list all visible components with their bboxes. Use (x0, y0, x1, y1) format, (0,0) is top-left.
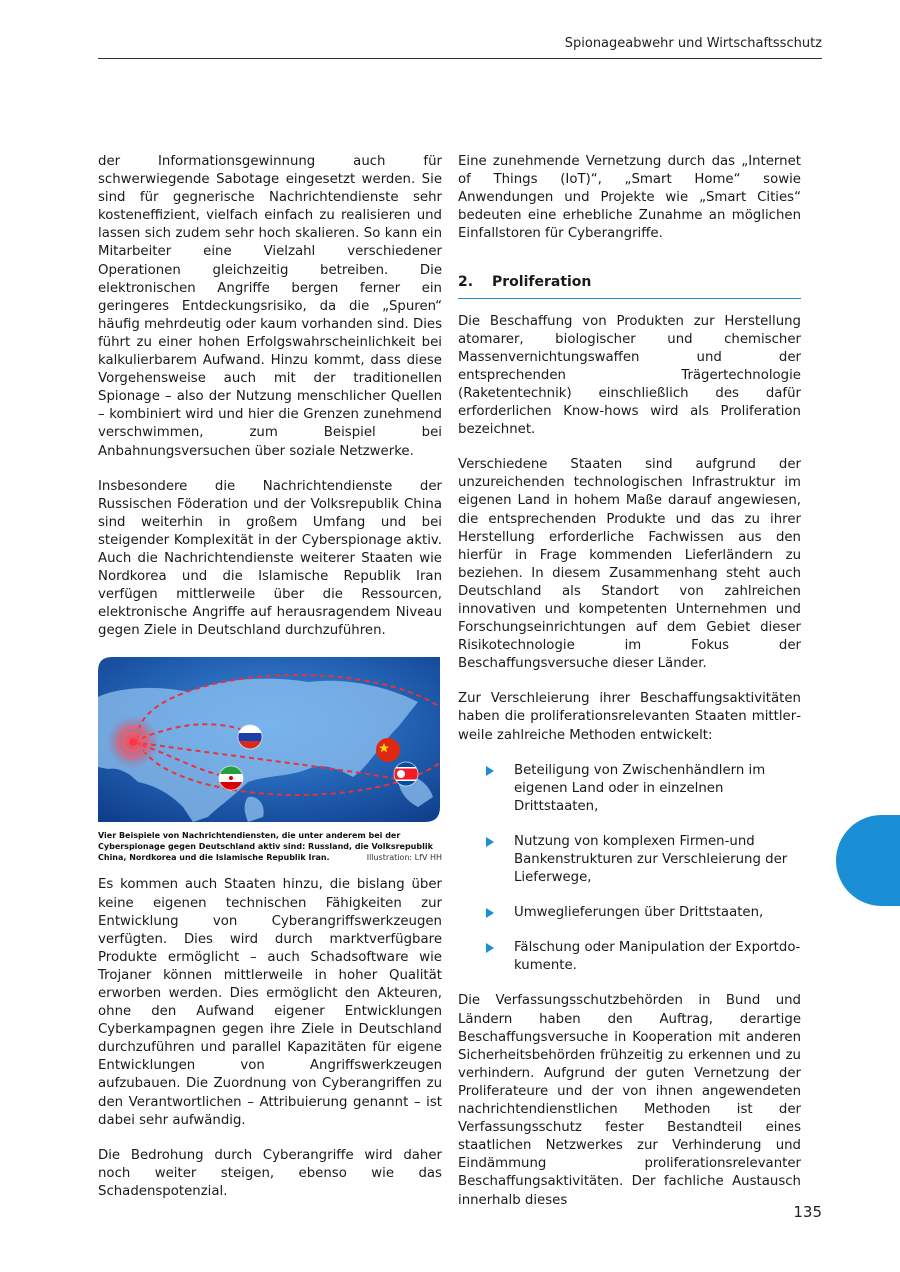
flag-russia-icon (238, 725, 262, 749)
body-paragraph: Insbesondere die Nachrichtendienste der Russischen Föderation und der Volksrepublik China sind weiterhin in großem Umfang und bei steigender Komplexität in der Cyberspionage aktiv. Auch die Nachrichtendienste weiterer Staaten wie Nordkorea und die Islamische Republik Iran verfügen mittlerweile über die Ressourcen, elektronische Angriffe auf herausragendem Niveau gegen Ziele in Deutschland durchzuführen. (98, 478, 442, 639)
world-map-graphic (98, 657, 440, 822)
list-item: Umweglieferungen über Drittstaaten, (458, 904, 801, 922)
running-header: Spionageabwehr und Wirtschaftsschutz (98, 36, 822, 59)
left-column (98, 153, 442, 1218)
list-item: Fälschung oder Manipulation der Exportdokumente. (458, 939, 801, 975)
flag-north-korea-icon (394, 762, 418, 786)
body-paragraph: Es kommen auch Staaten hinzu, die bislang über keine eigenen technischen Fähigkeiten zur Entwicklung von Cyberangriffswerkzeugen verfügten. Dies wird durch marktverfügbare Produkte ermöglicht – auch Schadsoftware wie Trojaner können mittlerweile in hoher Qualität erworben werden. Dies ermöglicht den Akteuren, ohne den Aufwand eigener Entwicklungen Cyberkampagnen gegen ihre Ziele in Deutschland durchzuführen und parallel Kapazitäten für eigene Entwicklungen von Angriffswerkzeugen aufzubauen. Die Zuordnung von Cyberangriffen zu den Verantwortlichen – Attribuierung genannt – ist dabei sehr aufwändig. (98, 877, 442, 1128)
figure-caption (98, 830, 442, 863)
body-paragraph: der Informationsgewinnung auch für schwerwiegende Sabotage eingesetzt werden. Sie sind für gegnerische Nachrichtendienste sehr kosteneffizient, vielfach einfach zu realisieren und lassen sich zudem sehr hoch skalieren. So kann ein Mitarbeiter eine Vielzahl verschiedener Operationen gleichzeitig betreiben. Die elektronischen Angriffe bergen ferner ein geringeres Entdeckungsrisiko, da die „Spuren“ häufig mehrdeutig oder kaum vorhanden sind. Dies führt zu einer hohen Erfolgswahrscheinlichkeit bei kalkulierbarem Aufwand. Hinzu kommt, dass diese Vorgehensweise auch mit der traditionellen Spionage – also der Nutzung menschlicher Quellen – kombiniert wird und hier die Grenzen zunehmend verschwimmen, zum Beispiel bei Anbahnungsversuchen über soziale Netzwerke. (98, 154, 442, 459)
body-paragraph: Die Verfassungsschutzbehörden in Bund und Ländern haben den Auftrag, derartige Beschaffungsversuche in Kooperation mit anderen Sicherheitsbehörden frühzeitig zu erkennen und zu verhindern. Aufgrund der guten Vernetzung der Proliferateure und der von ihnen angewendeten nachrichtendienstlichen Methoden ist der Verfassungsschutz fester Bestandteil eines staatlichen Netzwerkes zur Verhinderung und Eindämmung proliferationsrelevanter Beschaffungsaktivitäten. Der fachliche Austausch innerhalb dieses (458, 993, 801, 1208)
bullet-triangle-icon (486, 837, 494, 847)
bullet-triangle-icon (486, 908, 494, 918)
list-item: Beteiligung von Zwischenhändlern im eigenen Land oder in einzelnen Drittstaaten, (458, 762, 801, 816)
caption-text: Vier Beispiele von Nachrichtendiensten, die unter anderem bei der Cyberspionage gegen Deutschland aktiv sind: Russland, die Volksrepublik China, Nordkorea und die Islamische Republik Iran. (98, 831, 433, 863)
figure-credit: Illustration: LfV HH (366, 853, 442, 863)
flag-china-icon (376, 738, 400, 762)
page-number: 135 (793, 1203, 822, 1221)
bullet-triangle-icon (486, 943, 494, 953)
cyber-espionage-map-illustration (98, 657, 440, 822)
right-column (458, 153, 801, 1227)
body-paragraph: Die Bedrohung durch Cyberangriffe wird daher noch weiter steigen, ebenso wie das Schadenspotenzial. (98, 1147, 442, 1199)
method-bullet-list (458, 762, 801, 976)
body-paragraph: Zur Verschleierung ihrer Beschaffungsaktivitäten haben die proliferationsrelevanten Staaten mittlerweile zahlreiche Methoden entwickelt: (458, 691, 801, 743)
chapter-tab-marker (836, 815, 900, 906)
flag-iran-icon (219, 766, 243, 790)
section-number: 2. (458, 274, 474, 291)
section-title: Proliferation (492, 274, 592, 291)
body-paragraph: Eine zunehmende Vernetzung durch das „Internet of Things (IoT)“, „Smart Home“ sowie Anwendungen und Projekte wie „Smart Cities“ bedeuten eine erhebliche Zunahme an möglichen Einfallstoren für Cyberangriffe. (458, 154, 801, 242)
section-heading (458, 273, 801, 298)
section-heading-block (458, 273, 801, 298)
list-item: Nutzung von komplexen Firmen-und Bankenstrukturen zur Verschleierung der Lieferwege, (458, 833, 801, 887)
bullet-triangle-icon (486, 766, 494, 776)
body-paragraph: Die Beschaffung von Produkten zur Herstellung atomarer, biologischer und chemischer Massenvernichtungswaffen und der entsprechenden Trägertechnologie (Raketentechnik) einschließlich des dafür erforderlichen Know-hows wird als Proliferation bezeichnet. (458, 313, 801, 438)
body-paragraph: Verschiedene Staaten sind aufgrund der unzureichenden technologischen Infrastruktur im eigenen Land in hohem Maße darauf angewiesen, die entsprechenden Produkte und das zu ihrer Herstellung erforderliche Fachwissen aus den hierfür in Frage kommenden Lieferländern zu beziehen. In diesem Zusammenhang steht auch Deutschland als Standort von zahlreichen innovativen und kompetenten Unternehmen und Forschungseinrichtungen auf dem Gebiet dieser Risikotechnologie im Fokus der Beschaffungsversuche dieser Länder. (458, 457, 801, 672)
